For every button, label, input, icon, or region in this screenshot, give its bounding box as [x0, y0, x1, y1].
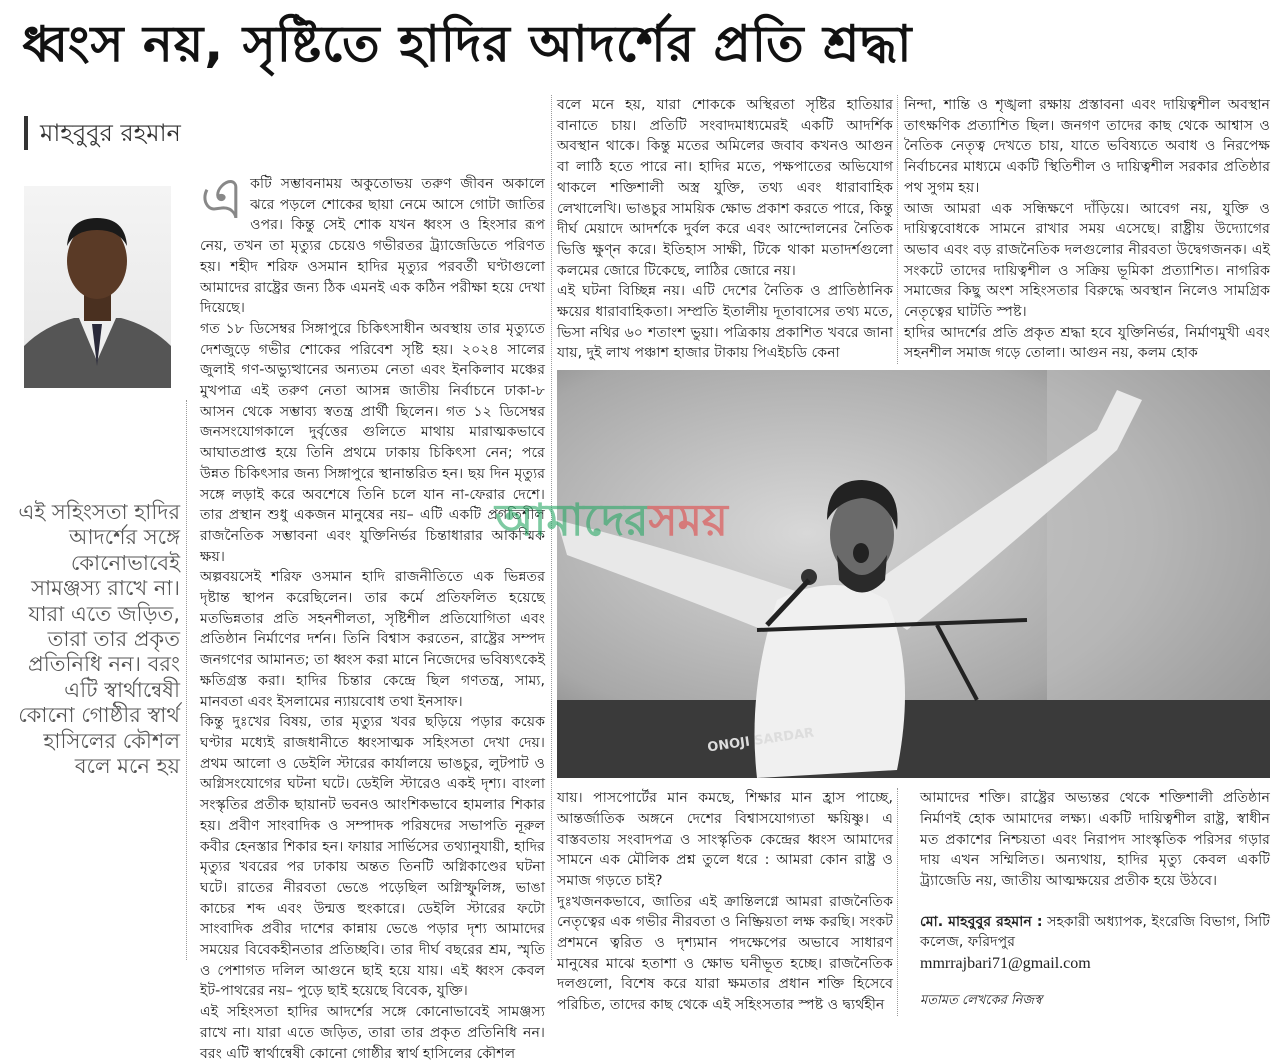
drop-cap: এ — [200, 164, 245, 232]
paragraph: বলে মনে হয়, যারা শোককে অস্থিরতা সৃষ্টির হাতিয়ার বানাতে চায়। প্রতিটি সংবাদমাধ্যমেরই একটি আদর্শিক অবস্থান থাকে। কিন্তু মতের অমিলের জবাব কখনও আগুন বা লাঠি হতে পারে না। হাদির মতে, পক্ষপাতের অভিযোগ থাকলে শক্তিশালী অস্ত্র যুক্তি, তথ্য এবং ধারাবাহিক লেখালেখি। ভাঙচুর সাময়িক ক্ষোভ প্রকাশ করতে পারে, কিন্তু দীর্ঘ মেয়াদে আদর্শকে দুর্বল করে এবং আন্দোলনের নৈতিক ভিত্তি ক্ষুণ্ন করে। ইতিহাস সাক্ষী, টিকে থাকা মতাদর্শগুলো কলমের জোরে টিকেছে, লাঠির জোরে নয়। — [557, 97, 893, 279]
byline: মাহবুবুর রহমান — [24, 116, 181, 150]
paragraph: অল্পবয়সেই শরিফ ওসমান হাদি রাজনীতিতে এক ভিন্নতর দৃষ্টান্ত স্থাপন করেছিলেন। তার কর্মে প্রতিফলিত হয়েছে মতভিন্নতার প্রতি সহনশীলতা, সৃষ্টিশীল প্রতিযোগিতা এবং প্রতিষ্ঠান নির্মাণের দর্শন। তিনি বিশ্বাস করতেন, রাষ্ট্রের সম্পদ জনগণের আমানত; তা ধ্বংস করা মানে নিজেদের ভবিষ্যৎকেই ক্ষতিগ্রস্ত করা। হাদির চিন্তার কেন্দ্রে ছিল গণতন্ত্র, সাম্য, মানবতা এবং ইসলামের ন্যায়বোধ তথা ইনসাফ। — [200, 569, 545, 710]
paragraph: নিন্দা, শান্তি ও শৃঙ্খলা রক্ষায় প্রস্তাবনা এবং দায়িত্বশীল অবস্থান তাৎক্ষণিক প্রত্যাশিত ছিল। জনগণ তাদের কাছ থেকে আশ্বাস ও নৈতিক নেতৃত্ব দেখতে চায়, যাতে ভবিষ্যতে অবাধ ও নিরপেক্ষ নির্বাচনের মাধ্যমে একটি স্থিতিশীল ও দায়িত্বশীল সরকার প্রতিষ্ঠার পথ সুগম হয়। — [904, 97, 1270, 196]
paragraph: দুঃখজনকভাবে, জাতির এই ক্রান্তিলগ্নে আমরা রাজনৈতিক নেতৃত্বের এক গভীর নীরবতা ও নিষ্ক্রিয়তা লক্ষ করছি। সংকট প্রশমনে ত্বরিত ও দৃশ্যমান পদক্ষেপের অভাবে সাধারণ মানুষের মাঝে হতাশা ও ক্ষোভ ঘনীভূত হচ্ছে। রাজনৈতিক দলগুলো, বিশেষ করে যারা ক্ষমতার প্রধান শক্তি হিসেবে পরিচিত, তাদের কাছ থেকে এই সহিংসতার স্পষ্ট ও দ্ব্যর্থহীন — [557, 893, 893, 1014]
column-divider — [551, 95, 552, 960]
article-column-1 — [200, 164, 545, 1064]
watermark-part: আমাদের — [495, 495, 649, 547]
paragraph: এই সহিংসতা হাদির আদর্শের সঙ্গে কোনোভাবেই সামঞ্জস্য রাখে না। যারা এতে জড়িত, তারা তার প্রকৃত প্রতিনিধি নন। বরং এটি স্বার্থান্বেষী কোনো গোষ্ঠীর স্বার্থ হাসিলের কৌশল — [200, 1004, 545, 1062]
photo-banner-text: ONOJI SARDAR — [706, 725, 816, 756]
author-bio — [920, 912, 1270, 953]
paragraph — [200, 164, 545, 319]
paragraph: এই ঘটনা বিচ্ছিন্ন নয়। এটি দেশের নৈতিক ও প্রাতিষ্ঠানিক ক্ষয়ের ধারাবাহিকতা। সম্প্রতি ইতালীয় দূতাবাসের তথ্য মতে, ভিসা নথির ৬০ শতাংশ ভুয়া। পত্রিকায় প্রকাশিত খবরে জানা যায়, দুই লাখ পঞ্চাশ হাজার টাকায় পিএইচডি কেনা — [557, 283, 893, 362]
paragraph: হাদির আদর্শের প্রতি প্রকৃত শ্রদ্ধা হবে যুক্তিনির্ভর, নির্মাণমুখী এবং সহনশীল সমাজ গড়ে তোলা। আগুন নয়, কলম হোক — [904, 324, 1270, 362]
paragraph-text: কটি সম্ভাবনাময় অকুতোভয় তরুণ জীবন অকালে ঝরে পড়লে শোকের ছায়া নেমে আসে গোটা জাতির ওপর। কিন্তু সেই শোক যখন ধ্বংস ও হিংসার রূপ নেয়, তখন তা মৃত্যুর চেয়েও গভীরতর ট্র্যাজেডিতে পরিণত হয়। শহীদ শরিফ ওসমান হাদির মৃত্যুর পরবর্তী ঘণ্টাগুলো আমাদের রাষ্ট্রের জন্য ঠিক এমনই এক কঠিন পরীক্ষা হয়ে দেখা দিয়েছে। — [200, 176, 545, 317]
paragraph: আমাদের শক্তি। রাষ্ট্রের অভ্যন্তর থেকে শক্তিশালী প্রতিষ্ঠান নির্মাণই হোক আমাদের লক্ষ্য। একটি দায়িত্বশীল রাষ্ট্র, স্বাধীন মত প্রকাশের নিশ্চয়তা এবং নিরাপদ সাংস্কৃতিক পরিসর গড়ার দায় এখন সম্মিলিত। অন্যথায়, হাদির মৃত্যু কেবল একটি ট্র্যাজেডি নয়, জাতীয় আত্মক্ষয়ের প্রতীক হয়ে উঠবে। — [920, 790, 1270, 889]
right-columns-area — [495, 95, 1270, 1016]
author-name: মো. মাহবুবুর রহমান : — [920, 913, 1043, 930]
article-column-3-top — [897, 95, 1270, 364]
top-text-row — [557, 95, 1270, 364]
bottom-text-row — [557, 788, 1270, 1016]
paragraph: যায়। পাসপোর্টের মান কমছে, শিক্ষার মান হ্রাস পাচ্ছে, আন্তর্জাতিক অঙ্গনে দেশের বিশ্বাসযোগ্যতা ক্ষয়িষ্ণু। এ বাস্তবতায় সংবাদপত্র ও সাংস্কৃতিক কেন্দ্রের ধ্বংস আমাদের সামনে এক মৌলিক প্রশ্ন তুলে ধরে : আমরা কোন রাষ্ট্র ও সমাজ গড়তে চাই? — [557, 790, 893, 889]
watermark-part: সময় — [648, 495, 728, 547]
paragraph: গত ১৮ ডিসেম্বর সিঙ্গাপুরে চিকিৎসাধীন অবস্থায় তার মৃত্যুতে দেশজুড়ে গভীর শোকের পরিবেশ সৃষ্টি হয়। ২০২৪ সালের জুলাই গণ-অভ্যুত্থানের অন্যতম নেতা এবং ইনকিলাব মঞ্চের মুখপাত্র এই তরুণ নেতা আসন্ন জাতীয় নির্বাচনে ঢাকা-৮ আসন থেকে সম্ভাব্য স্বতন্ত্র প্রার্থী ছিলেন। গত ১২ ডিসেম্বর জনসংযোগকালে দুর্বৃত্তের গুলিতে মাথায় মারাত্মকভাবে আঘাতপ্রাপ্ত হয়ে তিনি প্রথমে ঢাকায় চিকিৎসা নেন; পরে উন্নত চিকিৎসার জন্য সিঙ্গাপুরে স্থানান্তরিত হন। ছয় দিন মৃত্যুর সঙ্গে লড়াই করে অবশেষে তিনি চলে যান না-ফেরার দেশে। তার প্রস্থান শুধু একজন মানুষের নয়– এটি একটি প্রগতিশীল রাজনৈতিক সম্ভাবনা এবং যুক্তিনির্ভর চিন্তাধারার আকস্মিক ক্ষয়। — [200, 320, 545, 565]
headline: ধ্বংস নয়, সৃষ্টিতে হাদির আদর্শের প্রতি শ্রদ্ধা — [22, 15, 913, 73]
article-photo — [557, 370, 1270, 778]
article-column-3-bottom — [897, 788, 1270, 1016]
paragraph: কিন্তু দুঃখের বিষয়, তার মৃত্যুর খবর ছড়িয়ে পড়ার কয়েক ঘণ্টার মধ্যেই রাজধানীতে ধ্বংসাত্মক সহিংসতা দেখা দেয়। প্রথম আলো ও ডেইলি স্টারের কার্যালয়ে ভাঙচুর, লুটপাট ও অগ্নিসংযোগের ঘটনা ঘটে। ডেইলি স্টারেও একই দৃশ্য। বাংলা সংস্কৃতির প্রতীক ছায়ানট ভবনও আংশিকভাবে হামলার শিকার হয়। প্রবীণ সাংবাদিক ও সম্পাদক পরিষদের সভাপতি নূরুল কবীর হেনস্তার শিকার হন। ফায়ার সার্ভিসের তথ্যানুযায়ী, হাদির মৃত্যুর খবরের পর ঢাকায় অন্তত তিনটি অগ্নিকাণ্ডের ঘটনা ঘটে। রাতের নীরবতা ভেঙে পড়েছিল অগ্নিস্ফুলিঙ্গ, ভাঙা কাচের শব্দ এবং উন্মত্ত হুংকারে। ডেইলি স্টারের ফটো সাংবাদিক প্রবীর দাশের কান্নায় ভেঙে পড়ার দৃশ্য আমাদের সময়ের বিবেকহীনতার প্রতিচ্ছবি। তার দীর্ঘ বছরের শ্রম, স্মৃতি ও পেশাগত দলিল আগুনে ছাই হয়ে যায়। এই ধ্বংস কেবল ইট-পাথরের নয়– পুড়ে ছাই হয়েছে বিবেক, যুক্তি। — [200, 714, 545, 1000]
author-email[interactable]: mmrrajbari71@gmail.com — [920, 955, 1091, 973]
pull-quote: এই সহিংসতা হাদির আদর্শের সঙ্গে কোনোভাবেই সামঞ্জস্য রাখে না। যারা এতে জড়িত, তারা তার প্রকৃত প্রতিনিধি নন। বরং এটি স্বার্থান্বেষী কোনো গোষ্ঠীর স্বার্থ হাসিলের কৌশল বলে মনে হয় — [18, 500, 180, 779]
article-column-2-bottom — [557, 788, 893, 1016]
author-title: সহকারী অধ্যাপক, ইংরেজি বিভাগ, সিটি কলেজ, ফরিদপুর — [920, 913, 1270, 951]
column-divider — [186, 400, 187, 960]
author-photo — [24, 186, 171, 388]
opinion-disclaimer: মতামত লেখকের নিজস্ব — [920, 993, 1042, 1009]
article-column-2-top — [557, 95, 893, 364]
paragraph: আজ আমরা এক সন্ধিক্ষণে দাঁড়িয়ে। আবেগ নয়, যুক্তি ও দায়িত্ববোধকে সামনে রাখার সময় এসেছে। রাষ্ট্রীয় উদ্যোগের অভাব এবং বড় রাজনৈতিক দলগুলোর নীরবতা উদ্বেগজনক। এই সংকটে তাদের দায়িত্বশীল ও সক্রিয় ভূমিকা প্রত্যাশিত। নাগরিক সমাজের কিছু অংশ সহিংসতার বিরুদ্ধে অবস্থান নিলেও সামগ্রিক নেতৃত্বের ঘাটতি স্পষ্ট। — [904, 200, 1270, 321]
article-photo-wrapper — [495, 370, 1270, 778]
